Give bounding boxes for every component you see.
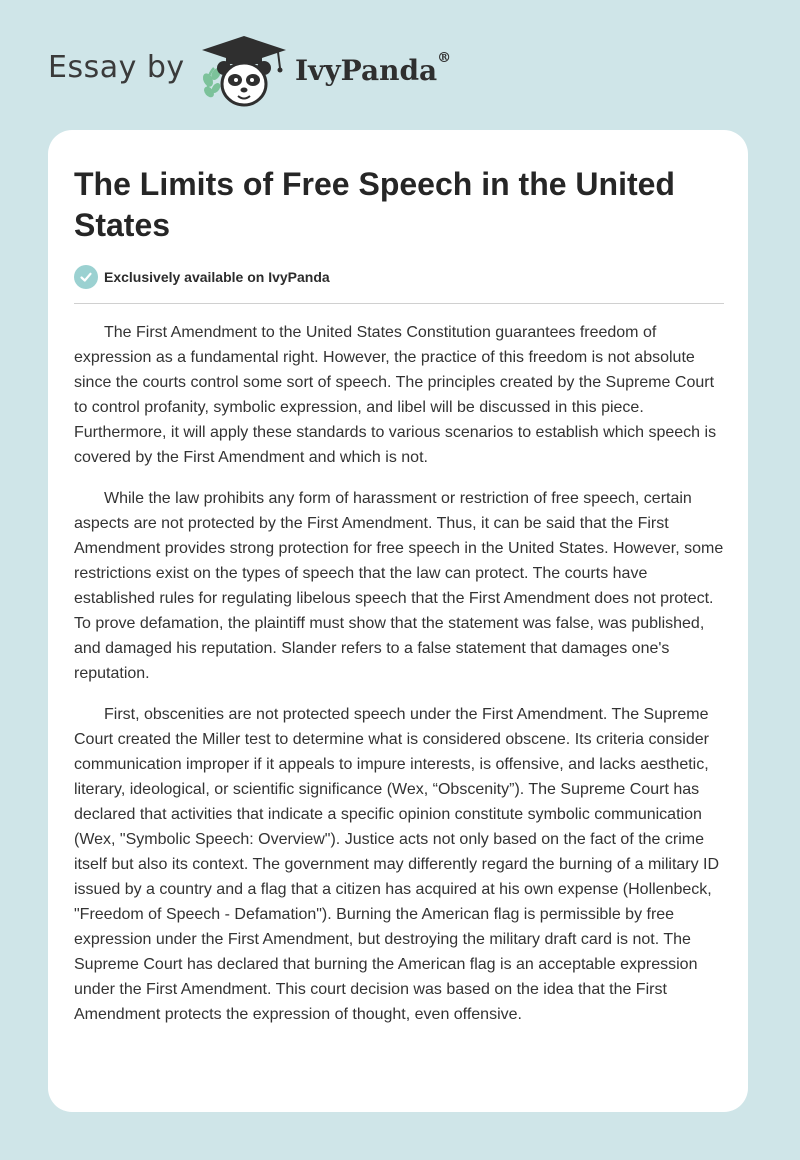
exclusive-badge-label: Exclusively available on IvyPanda (104, 269, 330, 285)
divider (74, 303, 724, 304)
body-paragraph: First, obscenities are not protected speech under the First Amendment. The Supreme Court created the Miller test to determine what is considered obscene. Its criteria consider communication improper if it appeals to impure interests, is offensive, and lacks aesthetic, literary, ideological, or scientific significance (Wex, “Obscenity”). The Supreme Court has declared that activities that indicate a specific opinion constitute symbolic communication (Wex, "Symbolic Speech: Overview"). Justice acts not only based on the fact of the crime itself but also its context. The government may differently regard the burning of a military ID issued by a country and a flag that a citizen has acquired at his own expense (Hollenbeck, "Freedom of Speech - Defamation"). Burning the American flag is permissible by free expression under the First Amendment, but destroying the military draft card is not. The Supreme Court has declared that burning the American flag is an acceptable expression under the First Amendment. This court decision was based on the idea that the First Amendment protects the expression of thought, even offensive. (74, 706, 720, 1023)
brand-name[interactable] (295, 50, 452, 87)
panda-graduate-logo-icon[interactable] (200, 34, 288, 110)
checkmark-icon (79, 270, 93, 284)
site-header (0, 0, 800, 130)
brand-text: IvyPanda (295, 54, 438, 87)
body-paragraph: The First Amendment to the United States Constitution guarantees freedom of expression as a fundamental right. However, the practice of this freedom is not absolute since the courts control some sort of speech. The principles created by the Supreme Court to control profanity, symbolic expression, and libel will be discussed in this piece. Furthermore, it will apply these standards to various scenarios to establish which speech is covered by the First Amendment and which is not. (74, 324, 717, 466)
check-circle-icon (74, 265, 98, 289)
registered-mark: ® (437, 50, 452, 66)
essay-title: The Limits of Free Speech in the United States (74, 166, 675, 243)
essay-by-label: Essay by (48, 50, 185, 85)
body-paragraph: While the law prohibits any form of harassment or restriction of free speech, certain aspects are not protected by the First Amendment. Thus, it can be said that the First Amendment provides strong protection for free speech in the United States. However, some restrictions exist on the types of speech that the law can protect. The courts have established rules for regulating libelous speech that the First Amendment does not protect. To prove defamation, the plaintiff must show that the statement was false, was published, and damaged his reputation. Slander refers to a false statement that damages one's reputation. (74, 490, 724, 682)
exclusive-badge (74, 264, 330, 290)
essay-body (74, 320, 726, 1043)
essay-card (48, 130, 748, 1112)
